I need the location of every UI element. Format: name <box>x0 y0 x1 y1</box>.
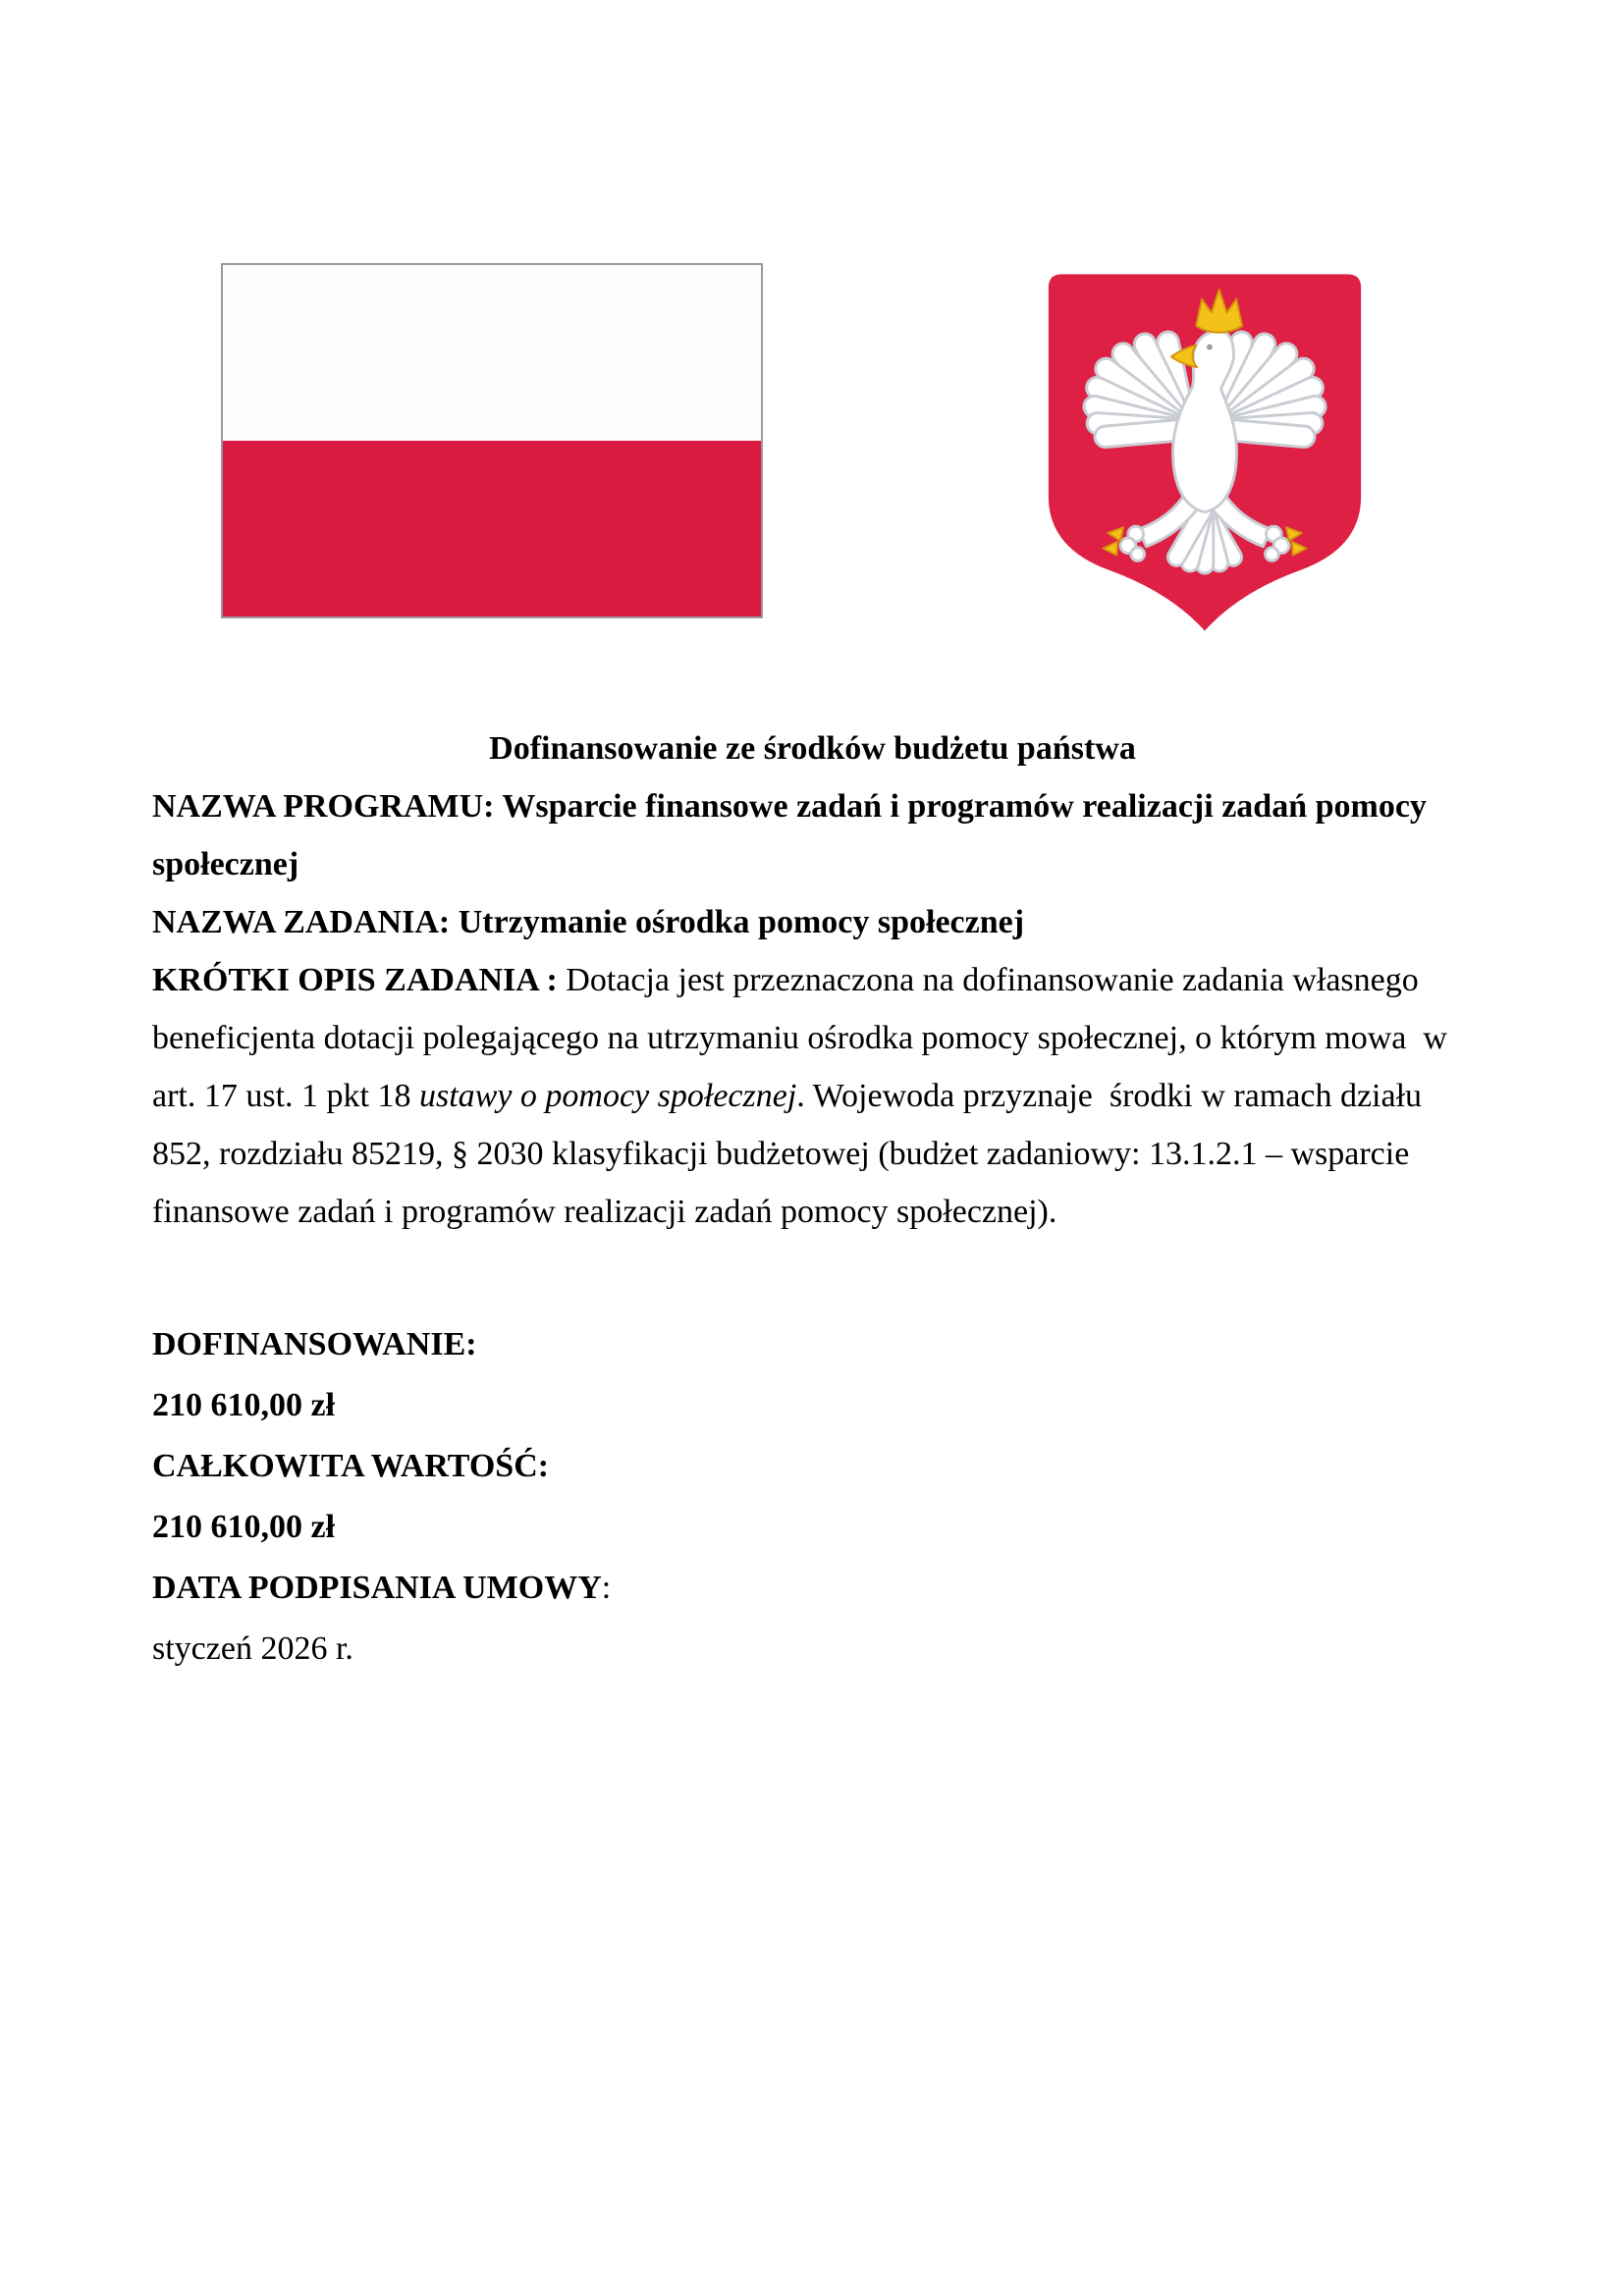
signing-date-label-paragraph <box>152 1558 1473 1619</box>
funding-label: DOFINANSOWANIE: <box>152 1326 477 1362</box>
signing-date-colon: : <box>601 1570 612 1606</box>
blank-line-spacer <box>152 1241 1473 1314</box>
task-description-law-citation: ustawy o pomocy społecznej <box>418 1078 797 1114</box>
total-value: 210 610,00 zł <box>152 1509 336 1545</box>
eagle-eye <box>1207 345 1213 350</box>
document-text-block <box>152 720 1473 1680</box>
document-title: Dofinansowanie ze środków budżetu państwa <box>489 730 1136 767</box>
task-name-paragraph <box>152 893 1473 951</box>
task-description-paragraph <box>152 951 1473 1241</box>
funding-details-block <box>152 1314 1473 1680</box>
signing-date-value: styczeń 2026 r. <box>152 1630 353 1667</box>
poland-flag-image <box>221 263 763 618</box>
program-name-text: Wsparcie finansowe zadań i programów realizacji zadań pomocy społecznej <box>152 788 1435 882</box>
task-name-text: Utrzymanie ośrodka pomocy społecznej <box>450 904 1025 940</box>
program-name-paragraph <box>152 777 1473 893</box>
flag-white-stripe <box>223 265 761 441</box>
task-description-text-1: Dotacja jest przeznaczona na dofinansowanie zadania własnego beneficjenta dotacji polegającego na utrzymaniu ośrodka pomocy społecznej, o którym mowa w art. 17 ust. 1 pkt 18 <box>152 962 1456 1114</box>
task-description-label: KRÓTKI OPIS ZADANIA : <box>152 962 567 998</box>
poland-coat-of-arms-image <box>1043 263 1367 643</box>
signing-date-label: DATA PODPISANIA UMOWY <box>152 1570 602 1606</box>
flag-red-stripe <box>223 441 761 616</box>
task-name-label: NAZWA ZADANIA: <box>152 904 451 940</box>
task-description-text-2: . Wojewoda przyznaje środki w ramach działu 852, rozdziału 85219, § 2030 klasyfikacji budżetowej (budżet zadaniowy: 13.1.2.1 – wsparcie finansowe zadań i programów realizacji zadań pomocy społecznej). <box>152 1078 1431 1230</box>
program-name-label: NAZWA PROGRAMU: <box>152 788 495 825</box>
funding-value: 210 610,00 zł <box>152 1387 336 1423</box>
total-value-label: CAŁKOWITA WARTOŚĆ: <box>152 1448 550 1484</box>
